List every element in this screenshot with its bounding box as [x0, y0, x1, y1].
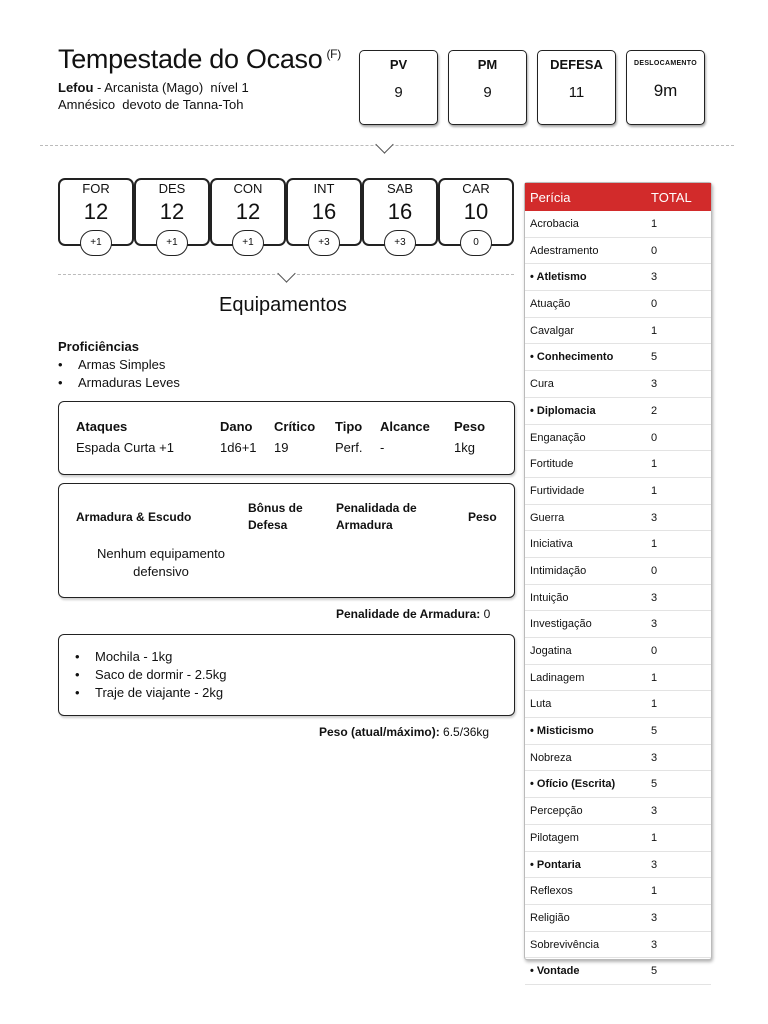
attacks-header-attack: Ataques — [76, 419, 128, 434]
skill-name: Ladinagem — [530, 671, 585, 684]
skill-name: Religião — [530, 911, 570, 924]
skill-total: 1 — [651, 538, 658, 551]
attribute-modifier-car: 0 — [460, 230, 492, 256]
weight-label: Peso (atual/máximo): — [319, 725, 440, 739]
stat-label: DESLOCAMENTO — [634, 60, 697, 67]
item-entry: • Traje de viajante - 2kg — [95, 685, 223, 700]
skill-row — [525, 318, 711, 345]
attacks-header-type: Tipo — [335, 419, 363, 434]
skill-row — [525, 852, 711, 879]
proficiency-item: • Armas Simples — [78, 357, 165, 372]
skill-total: 3 — [651, 511, 658, 524]
skill-name: Percepção — [530, 805, 583, 818]
skill-name: Cura — [530, 378, 554, 391]
skill-total: 3 — [651, 271, 658, 284]
skill-name: Fortitude — [530, 458, 574, 471]
skill-name: Intimidação — [530, 564, 587, 577]
skill-total: 1 — [651, 885, 658, 898]
skill-total: 3 — [651, 751, 658, 764]
skill-name: Pilotagem — [530, 831, 579, 844]
skill-total: 3 — [651, 618, 658, 631]
skill-row — [525, 398, 711, 425]
stat-value: 9 — [394, 84, 403, 101]
attribute-modifier-for: +1 — [80, 230, 112, 256]
attack-damage: 1d6+1 — [220, 440, 257, 455]
attribute-label: DES — [158, 181, 186, 196]
skill-name: Guerra — [530, 511, 565, 524]
stat-value: 9 — [483, 84, 492, 101]
skills-header-total: TOTAL — [651, 190, 692, 205]
skill-name: Intuição — [530, 591, 569, 604]
armor-header-weight: Peso — [468, 510, 497, 524]
armor-penalty-label: Penalidade de Armadura: — [336, 607, 481, 621]
skill-name: Furtividade — [530, 484, 585, 497]
stat-label: PV — [389, 57, 408, 72]
attacks-table — [58, 401, 515, 475]
chevron-down-icon — [277, 264, 295, 282]
skill-row — [525, 691, 711, 718]
skill-row — [525, 238, 711, 265]
attack-range: - — [380, 440, 385, 455]
skill-row — [525, 958, 711, 985]
armor-header-bonus-1: Bônus de — [248, 501, 303, 515]
skill-total: 1 — [651, 698, 658, 711]
character-class-level: Arcanista (Mago) nível 1 — [104, 80, 249, 95]
stat-label: PM — [477, 57, 498, 72]
skills-header-name: Perícia — [530, 190, 571, 205]
skill-total: 3 — [651, 911, 658, 924]
attribute-value: 16 — [311, 199, 337, 224]
skill-total: 3 — [651, 938, 658, 951]
skill-name: Enganação — [530, 431, 586, 444]
race-class-line — [58, 80, 249, 95]
attribute-modifier-sab: +3 — [384, 230, 416, 256]
attack-critical: 19 — [274, 440, 289, 455]
skill-name: • Diplomacia — [530, 404, 596, 417]
attacks-header-damage: Dano — [220, 419, 253, 434]
weight-summary — [319, 725, 489, 739]
skill-rows — [525, 211, 711, 985]
skill-name: • Ofício (Escrita) — [530, 778, 616, 791]
chevron-down-icon — [375, 135, 393, 153]
armor-empty-line-1: Nenhum equipamento — [97, 546, 225, 561]
attacks-header-critical: Crítico — [274, 419, 316, 434]
skill-row — [525, 878, 711, 905]
equipment-title: Equipamentos — [219, 294, 347, 316]
skill-name: Sobrevivência — [530, 938, 600, 951]
skill-row — [525, 211, 711, 238]
attribute-label: CON — [233, 181, 263, 196]
items-list — [58, 634, 515, 716]
attribute-label: FOR — [82, 181, 110, 196]
armor-header-bonus-2: Defesa — [248, 518, 288, 532]
skill-total: 0 — [651, 431, 658, 444]
skill-name: • Atletismo — [530, 271, 587, 284]
skill-total: 1 — [651, 324, 658, 337]
skill-total: 5 — [651, 725, 658, 738]
armor-header-armor: Armadura & Escudo — [76, 510, 192, 524]
stat-value: 11 — [568, 84, 585, 101]
stat-box-pm — [448, 50, 527, 125]
skill-row — [525, 344, 711, 371]
attribute-value: 16 — [387, 199, 413, 224]
skill-name: Investigação — [530, 618, 592, 631]
attribute-value: 12 — [235, 199, 261, 224]
attacks-header-range: Alcance — [380, 419, 430, 434]
skill-total: 1 — [651, 218, 658, 230]
skill-total: 5 — [651, 965, 658, 978]
skill-row — [525, 638, 711, 665]
armor-header-penalty-1: Penalidada de — [336, 501, 417, 515]
skill-total: 2 — [651, 404, 658, 417]
skill-name: Reflexos — [530, 885, 573, 898]
skill-total: 3 — [651, 378, 658, 391]
proficiencies-title: Proficiências — [58, 339, 139, 354]
skill-name: Jogatina — [530, 645, 572, 657]
armor-penalty-summary — [336, 607, 490, 621]
skill-row — [525, 905, 711, 932]
skill-total: 1 — [651, 671, 658, 684]
armor-penalty-value: 0 — [483, 607, 491, 621]
skill-row — [525, 665, 711, 692]
skill-row — [525, 264, 711, 291]
skill-total: 5 — [651, 351, 658, 364]
skill-name: Luta — [530, 698, 552, 711]
attribute-modifier-con: +1 — [232, 230, 264, 256]
attribute-modifier-des: +1 — [156, 230, 188, 256]
skill-total: 1 — [651, 458, 658, 471]
armor-table — [58, 483, 515, 598]
item-entry: • Mochila - 1kg — [95, 649, 172, 664]
skill-row — [525, 932, 711, 959]
skill-row — [525, 771, 711, 798]
skill-name: Iniciativa — [530, 538, 573, 551]
character-name-row — [58, 44, 341, 75]
skill-total: 3 — [651, 858, 658, 871]
attribute-label: INT — [313, 181, 335, 196]
skill-row — [525, 798, 711, 825]
attacks-header-weight: Peso — [454, 419, 486, 434]
skill-total: 3 — [651, 591, 658, 604]
attack-type: Perf. — [335, 440, 363, 455]
skill-row — [525, 825, 711, 852]
skill-row — [525, 558, 711, 585]
armor-header-penalty-2: Armadura — [336, 518, 393, 532]
skills-table — [524, 182, 712, 978]
proficiency-item: • Armaduras Leves — [78, 375, 180, 390]
stat-box-pv — [359, 50, 438, 125]
stat-box-deslocamento — [626, 50, 705, 125]
character-race: Lefou — [58, 80, 94, 95]
weight-value: 6.5/36kg — [443, 725, 490, 739]
skill-name: • Conhecimento — [530, 351, 614, 364]
character-name: Tempestade do Ocaso — [58, 44, 323, 74]
skill-name: • Vontade — [530, 965, 580, 978]
skill-total: 1 — [651, 831, 658, 844]
armor-empty-line-2: defensivo — [133, 564, 189, 579]
origin-deity-line: Amnésico devoto de Tanna-Toh — [58, 97, 244, 112]
skill-total: 3 — [651, 805, 658, 818]
skill-name: Acrobacia — [530, 218, 579, 230]
attribute-label: SAB — [386, 181, 413, 196]
character-gender: (F) — [326, 47, 341, 61]
skill-total: 5 — [651, 778, 658, 791]
skill-total: 0 — [651, 564, 658, 577]
skill-row — [525, 478, 711, 505]
skill-name: Adestramento — [530, 244, 599, 257]
skill-row — [525, 371, 711, 398]
skill-row — [525, 745, 711, 772]
skill-name: • Pontaria — [530, 858, 581, 871]
stat-value: 9m — [653, 81, 678, 100]
skill-row — [525, 291, 711, 318]
attack-weight: 1kg — [454, 440, 475, 455]
skill-name: Nobreza — [530, 751, 572, 764]
skill-row — [525, 531, 711, 558]
skill-row — [525, 718, 711, 745]
stat-label: DEFESA — [550, 57, 603, 72]
race-separator: - — [93, 80, 105, 95]
skill-name: Cavalgar — [530, 324, 575, 337]
skill-name: Atuação — [530, 298, 571, 311]
attribute-label: CAR — [462, 181, 490, 196]
skill-name: • Misticismo — [530, 725, 594, 738]
stat-box-defesa — [537, 50, 616, 125]
skill-row — [525, 505, 711, 532]
attribute-modifier-int: +3 — [308, 230, 340, 256]
skill-total: 1 — [651, 484, 658, 497]
skill-row — [525, 425, 711, 452]
skill-row — [525, 451, 711, 478]
skill-total: 0 — [651, 645, 658, 657]
skill-row — [525, 611, 711, 638]
skill-total: 0 — [651, 298, 658, 311]
skill-row — [525, 585, 711, 612]
item-entry: • Saco de dormir - 2.5kg — [95, 667, 227, 682]
skills-header — [525, 183, 711, 211]
attack-name: Espada Curta +1 — [76, 440, 174, 455]
attribute-value: 10 — [463, 199, 489, 224]
attribute-value: 12 — [83, 199, 109, 224]
attribute-value: 12 — [159, 199, 185, 224]
skill-total: 0 — [651, 244, 658, 257]
